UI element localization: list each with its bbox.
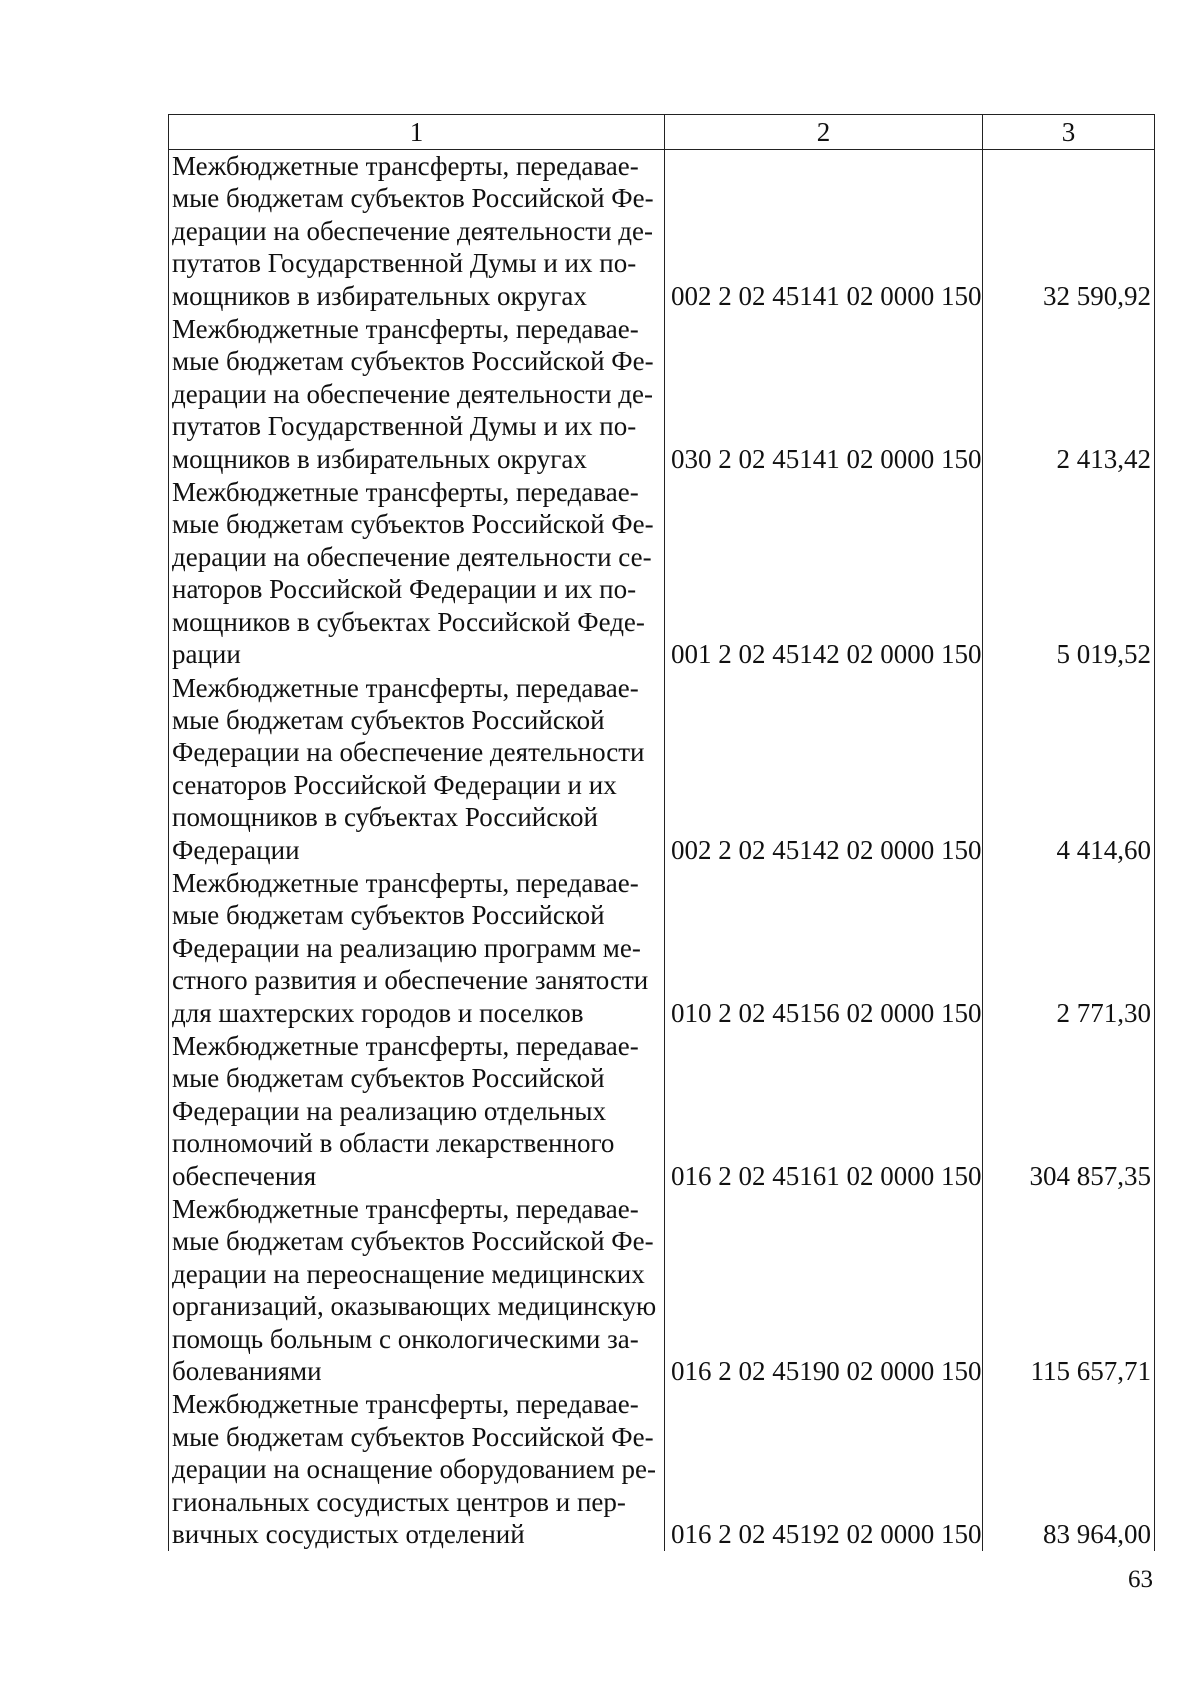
description-line: Межбюджетные трансферты, передавае- xyxy=(172,314,639,345)
description-line: болеваниями xyxy=(172,1356,322,1387)
description-line: для шахтерских городов и поселков xyxy=(172,997,584,1028)
table-row xyxy=(169,1030,1155,1193)
page-number: 63 xyxy=(1128,1566,1153,1593)
description-line: наторов Российской Федерации и их по- xyxy=(172,574,637,605)
description-line: Федерации xyxy=(172,834,300,865)
budget-classification-code: 002 2 02 45141 02 0000 150 xyxy=(665,150,983,314)
description-line: полномочий в области лекарственного xyxy=(172,1128,615,1159)
transfer-amount: 32 590,92 xyxy=(983,150,1155,314)
description-line: обеспечения xyxy=(172,1160,317,1191)
description-line: дерации на обеспечение деятельности де- xyxy=(172,215,653,246)
description-line: сенаторов Российской Федерации и их xyxy=(172,769,617,800)
description-line: Федерации на реализацию отдельных xyxy=(172,1095,607,1126)
description-line: помощь больным с онкологическими за- xyxy=(172,1323,639,1354)
description-line: мые бюджетам субъектов Российской xyxy=(172,704,605,735)
column-header-2: 2 xyxy=(665,115,983,150)
description-line: мые бюджетам субъектов Российской xyxy=(172,900,605,931)
budget-classification-code: 016 2 02 45190 02 0000 150 xyxy=(665,1193,983,1388)
budget-transfers-table xyxy=(168,114,1155,1551)
description-line: мощников в субъектах Российской Феде- xyxy=(172,606,645,637)
description-line: Федерации на обеспечение деятельности xyxy=(172,737,645,768)
table-row xyxy=(169,1193,1155,1388)
table-row xyxy=(169,150,1155,314)
budget-classification-code: 016 2 02 45192 02 0000 150 xyxy=(665,1388,983,1551)
budget-classification-code: 030 2 02 45141 02 0000 150 xyxy=(665,313,983,476)
description-line: дерации на переоснащение медицинских xyxy=(172,1258,645,1289)
table-row xyxy=(169,672,1155,867)
transfer-description xyxy=(169,672,665,867)
transfer-amount: 83 964,00 xyxy=(983,1388,1155,1551)
column-header-1: 1 xyxy=(169,115,665,150)
budget-classification-code: 016 2 02 45161 02 0000 150 xyxy=(665,1030,983,1193)
description-line: вичных сосудистых отделений xyxy=(172,1519,525,1550)
transfer-amount: 2 771,30 xyxy=(983,867,1155,1030)
budget-classification-code: 001 2 02 45142 02 0000 150 xyxy=(665,476,983,671)
description-line: мые бюджетам субъектов Российской Фе- xyxy=(172,509,654,540)
description-line: Межбюджетные трансферты, передавае- xyxy=(172,1389,639,1420)
description-line: дерации на оснащение оборудованием ре- xyxy=(172,1454,656,1485)
table-body xyxy=(169,150,1155,1552)
transfer-description xyxy=(169,476,665,671)
transfer-description xyxy=(169,313,665,476)
table-header-row xyxy=(169,115,1155,150)
transfer-amount: 2 413,42 xyxy=(983,313,1155,476)
description-line: дерации на обеспечение деятельности де- xyxy=(172,378,653,409)
table-row xyxy=(169,1388,1155,1551)
description-line: помощников в субъектах Российской xyxy=(172,802,598,833)
transfer-amount: 4 414,60 xyxy=(983,672,1155,867)
description-line: рации xyxy=(172,639,241,670)
description-line: Межбюджетные трансферты, передавае- xyxy=(172,1194,639,1224)
description-line: путатов Государственной Думы и их по- xyxy=(172,248,637,279)
description-line: мые бюджетам субъектов Российской Фе- xyxy=(172,183,654,214)
table-row xyxy=(169,313,1155,476)
transfer-description xyxy=(169,1388,665,1551)
description-line: мые бюджетам субъектов Российской Фе- xyxy=(172,1226,654,1257)
description-line: Межбюджетные трансферты, передавае- xyxy=(172,151,639,181)
description-line: гиональных сосудистых центров и пер- xyxy=(172,1486,626,1517)
transfer-description xyxy=(169,1193,665,1388)
description-line: мые бюджетам субъектов Российской Фе- xyxy=(172,346,654,377)
budget-classification-code: 002 2 02 45142 02 0000 150 xyxy=(665,672,983,867)
column-header-3: 3 xyxy=(983,115,1155,150)
description-line: мые бюджетам субъектов Российской Фе- xyxy=(172,1421,654,1452)
transfer-description xyxy=(169,150,665,314)
table-row xyxy=(169,867,1155,1030)
description-line: стного развития и обеспечение занятости xyxy=(172,965,649,996)
description-line: Федерации на реализацию программ ме- xyxy=(172,932,641,963)
description-line: дерации на обеспечение деятельности се- xyxy=(172,541,652,572)
description-line: Межбюджетные трансферты, передавае- xyxy=(172,672,639,703)
transfer-amount: 304 857,35 xyxy=(983,1030,1155,1193)
description-line: Межбюджетные трансферты, передавае- xyxy=(172,867,639,898)
budget-classification-code: 010 2 02 45156 02 0000 150 xyxy=(665,867,983,1030)
description-line: мые бюджетам субъектов Российской xyxy=(172,1063,605,1094)
table-row xyxy=(169,476,1155,671)
description-line: Межбюджетные трансферты, передавае- xyxy=(172,1030,639,1061)
description-line: мощников в избирательных округах xyxy=(172,280,587,311)
description-line: мощников в избирательных округах xyxy=(172,443,587,474)
transfer-description xyxy=(169,1030,665,1193)
transfer-amount: 5 019,52 xyxy=(983,476,1155,671)
transfer-description xyxy=(169,867,665,1030)
transfer-amount: 115 657,71 xyxy=(983,1193,1155,1388)
description-line: путатов Государственной Думы и их по- xyxy=(172,411,637,442)
description-line: Межбюджетные трансферты, передавае- xyxy=(172,477,639,508)
description-line: организаций, оказывающих медицинскую xyxy=(172,1291,657,1322)
